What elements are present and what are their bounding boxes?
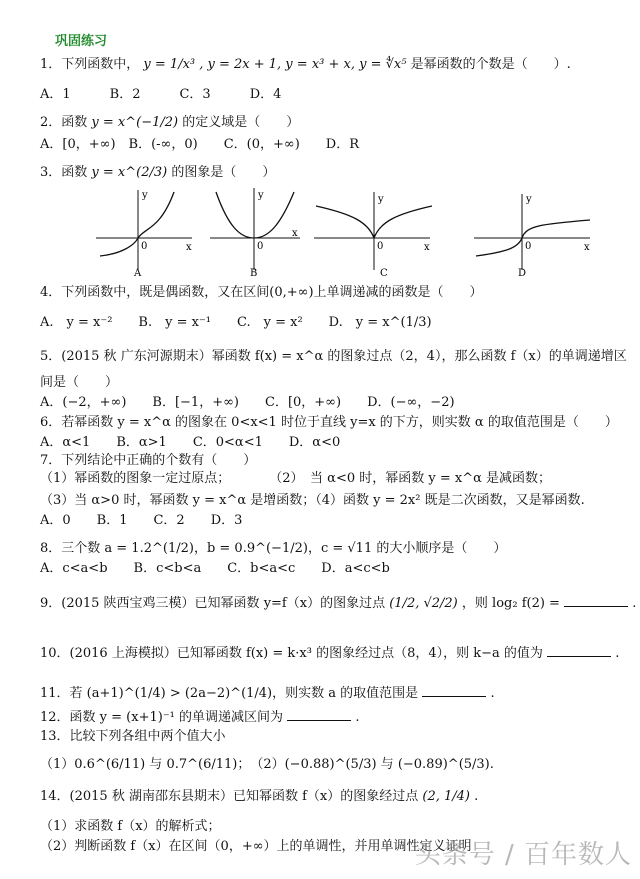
section-title: 巩固练习 — [55, 34, 108, 49]
graph-b-label: B — [250, 268, 258, 278]
q1-formulas: y = 1/x³ , y = 2x + 1, y = x³ + x, y = ∜x⁵ — [143, 57, 407, 72]
q3-graph-options — [90, 186, 610, 278]
graph-c-y-label: y — [378, 194, 384, 205]
graph-a-x-label: x — [186, 242, 192, 253]
q6-options: A．α<1 B．α>1 C．0<α<1 D．α<0 — [40, 435, 341, 450]
q2-options: A．[0，+∞) B．(-∞，0) C．(0，+∞) D．R — [40, 137, 360, 152]
q14-point: (2, 1/4) — [422, 789, 470, 804]
graph-d — [474, 194, 590, 278]
q14-prefix: 14．(2015 秋 湖南邵东县期末）已知幂函数 f（x）的图象经过点 — [40, 789, 419, 804]
q9-answer-blank[interactable] — [564, 594, 628, 607]
q14-end: . — [474, 789, 479, 804]
graph-d-y-label: y — [526, 194, 532, 205]
q1-prefix: 1．下列函数中， — [40, 57, 140, 72]
graph-a-origin: 0 — [141, 241, 148, 252]
q11-answer-blank[interactable] — [422, 684, 486, 697]
question-10 — [40, 644, 619, 663]
graph-b-x-label: x — [292, 228, 298, 239]
question-11 — [40, 684, 495, 703]
q14-sub-1: （1）求函数 f（x）的解析式； — [40, 819, 221, 834]
q14-sub-2: （2）判断函数 f（x）在区间（0，+∞）上的单调性，并用单调性定义证明 — [40, 839, 472, 854]
q1-options: A．1 B．2 C．3 D．4 — [40, 87, 282, 102]
question-2 — [40, 114, 299, 132]
q9-prefix: 9．(2015 陕西宝鸡三模）已知幂函数 y=f（x）的图象过点 — [40, 596, 386, 611]
q9-end: . — [632, 596, 637, 611]
graph-c-x-label: x — [424, 242, 430, 253]
graph-c-label: C — [380, 268, 388, 278]
q11-text: 11．若 (a+1)^(1/4) > (2a−2)^(1/4)，则实数 a 的取值范围是 — [40, 686, 419, 701]
graph-d-origin: 0 — [525, 241, 532, 252]
q11-end: . — [490, 686, 495, 701]
q9-point: (1/2, √2/2) — [389, 596, 458, 611]
question-8: 8．三个数 a = 1.2^(1/2)，b = 0.9^(−1/2)，c = √11 的大小顺序是（ ） — [40, 541, 507, 556]
q3-suffix: 的图象是（ ） — [171, 165, 276, 180]
q10-end: . — [615, 646, 620, 661]
q9-suffix: ，则 log₂ f(2) = — [461, 596, 560, 611]
question-12 — [40, 708, 359, 727]
graph-c — [314, 192, 432, 278]
q3-formula: y = x^(2/3) — [91, 165, 168, 180]
graph-c-origin: 0 — [377, 241, 384, 252]
question-4: 4．下列函数中，既是偶函数，又在区间(0,+∞)上单调递减的函数是（ ） — [40, 285, 483, 300]
q12-answer-blank[interactable] — [287, 708, 351, 721]
q1-suffix: 是幂函数的个数是（ ）. — [410, 57, 571, 72]
q13-items: （1）0.6^(6/11) 与 0.7^(6/11)； （2）(−0.88)^(5/3) 与 (−0.89)^(5/3). — [40, 757, 494, 772]
question-7: 7．下列结论中正确的个数有（ ） — [40, 453, 257, 468]
q5-options: A．(−2，+∞) B．[−1，+∞) C．[0，+∞) D．(−∞，−2) — [40, 395, 455, 410]
q12-text: 12．函数 y = (x+1)⁻¹ 的单调递减区间为 — [40, 710, 284, 725]
q2-suffix: 的定义域是（ ） — [182, 115, 300, 130]
question-14 — [40, 788, 478, 806]
question-9 — [40, 594, 636, 613]
question-5-line-1: 5．(2015 秋 广东河源期末）幂函数 f(x) = x^α 的图象过点（2，4），那么函数 f（x）的单调递增区 — [40, 349, 627, 364]
q2-formula: y = x^(−1/2) — [91, 115, 179, 130]
graph-a — [96, 190, 192, 278]
graph-b-y-label: y — [258, 190, 264, 201]
graph-b — [210, 188, 300, 278]
q12-end: . — [355, 710, 360, 725]
q10-answer-blank[interactable] — [547, 644, 611, 657]
q7-options: A．0 B．1 C．2 D．3 — [40, 513, 243, 528]
question-1 — [40, 56, 571, 74]
question-3 — [40, 164, 275, 182]
q8-options: A．c<a<b B．c<b<a C．b<a<c D．a<c<b — [40, 561, 390, 576]
question-5-line-2: 间是（ ） — [40, 375, 119, 390]
graph-d-label: D — [518, 268, 527, 278]
q2-prefix: 2．函数 — [40, 115, 88, 130]
q4-options: A. y = x⁻² B. y = x⁻¹ C. y = x² D. y = x^(1/3) — [40, 315, 432, 330]
question-6: 6．若幂函数 y = x^α 的图象在 0<x<1 时位于直线 y=x 的下方，则实数 α 的取值范围是（ ） — [40, 415, 618, 430]
graph-b-origin: 0 — [257, 241, 264, 252]
graph-a-y-label: y — [142, 190, 148, 201]
graph-a-label: A — [134, 268, 142, 278]
q7-statement-1: （1）幂函数的图象一定过原点； （2） 当 α<0 时，幂函数 y = x^α 是减函数； — [40, 471, 552, 486]
graph-d-x-label: x — [584, 242, 590, 253]
q7-statement-2: （3）当 α>0 时，幂函数 y = x^α 是增函数；（4）函数 y = 2x² 既是二次函数，又是幂函数. — [40, 493, 585, 508]
q10-text: 10．(2016 上海模拟）已知幂函数 f(x) = k·x³ 的图象经过点（8，4），则 k−a 的值为 — [40, 646, 543, 661]
question-13: 13．比较下列各组中两个值大小 — [40, 729, 226, 744]
q3-prefix: 3．函数 — [40, 165, 88, 180]
watermark: 头条号 / 百年数人 — [414, 840, 632, 870]
